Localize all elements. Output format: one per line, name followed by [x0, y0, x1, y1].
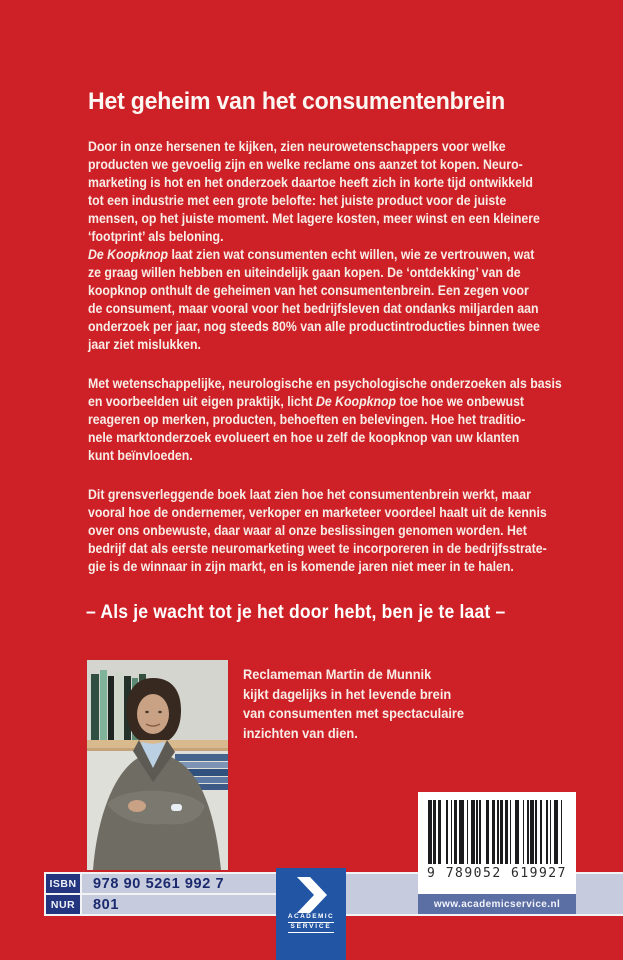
barcode [418, 792, 576, 894]
publisher-logo [276, 868, 346, 960]
author-bio: Reclameman Martin de Munnik kijkt dagelijks in het levende brein van consumenten met spectaculaire inzichten van dien. [243, 667, 465, 741]
publisher-name [288, 913, 334, 933]
website-url: www.academicservice.nl [433, 898, 561, 910]
chevron-right-icon [292, 877, 330, 913]
barcode-bars [428, 800, 565, 864]
tagline-quote: – Als je wacht tot je het door hebt, ben je te laat – [86, 601, 506, 623]
author-photo [87, 660, 228, 870]
body-paragraph: Door in onze hersenen te kijken, zien neurowetenschappers voor welke producten we gevoelig zijn en welke reclame ons aanzet tot kopen. Neuro- marketing is hot en het onderzoek daartoe heeft zich in korte tijd ontwikkeld tot een industrie met een grote belofte: het juiste product voor de juiste mensen, op het juiste moment. Met lagere kosten, meer winst en een kleinere ‘footprint’ als beloning. De Koopknop laat zien wat consumenten echt willen, wie ze vertrouwen, wat ze graag willen hebben en uiteindelijk gaan kopen. De ‘ontdekking’ van de koopknop onthult de geheimen van het consumentenbrein. Een zegen voor de consument, maar vooral voor het bedrijfsleven dat ondanks miljarden aan onderzoek per jaar, nog steeds 80% van alle productintroducties binnen twee jaar ziet mislukken. [88, 139, 540, 352]
isbn-value: 978 90 5261 992 7 [93, 875, 225, 892]
body-paragraph: Met wetenschappelijke, neurologische en psychologische onderzoeken als basis en voorbeelden uit eigen praktijk, licht De Koopknop toe hoe we onbewust reageren op merken, producten, behoeften en belevingen. Hoe het traditio- nele marktonderzoek evolueert en hoe u zelf de koopknop van uw klanten kunt beïnvloeden. [88, 376, 562, 463]
isbn-nur-box [46, 874, 278, 914]
book-title: Het geheim van het consumentenbrein [88, 88, 506, 115]
isbn-row [46, 874, 278, 893]
body-paragraphs [88, 138, 603, 597]
nur-value: 801 [93, 896, 119, 913]
publisher-name-line1: ACADEMIC [288, 913, 334, 923]
publisher-name-line2: SERVICE [288, 923, 334, 933]
isbn-label: ISBN [46, 874, 82, 893]
nur-row [46, 895, 278, 914]
author-photo-illustration [87, 660, 228, 870]
barcode-digits: 9 789052 619927 [427, 866, 567, 881]
nur-label: NUR [46, 895, 82, 914]
website-strip [418, 894, 576, 914]
body-paragraph: Dit grensverleggende boek laat zien hoe het consumentenbrein werkt, maar vooral hoe de ondernemer, verkoper en marketeer voordeel haalt uit de kennis over ons onbewuste, daar waar al onze beslissingen genomen worden. Het bedrijf dat als eerste neuromarketing weet te incorporeren in de bedrijfsstrate- gie is de winnaar in zijn markt, en is komende jaren niet meer in te halen. [88, 487, 547, 574]
